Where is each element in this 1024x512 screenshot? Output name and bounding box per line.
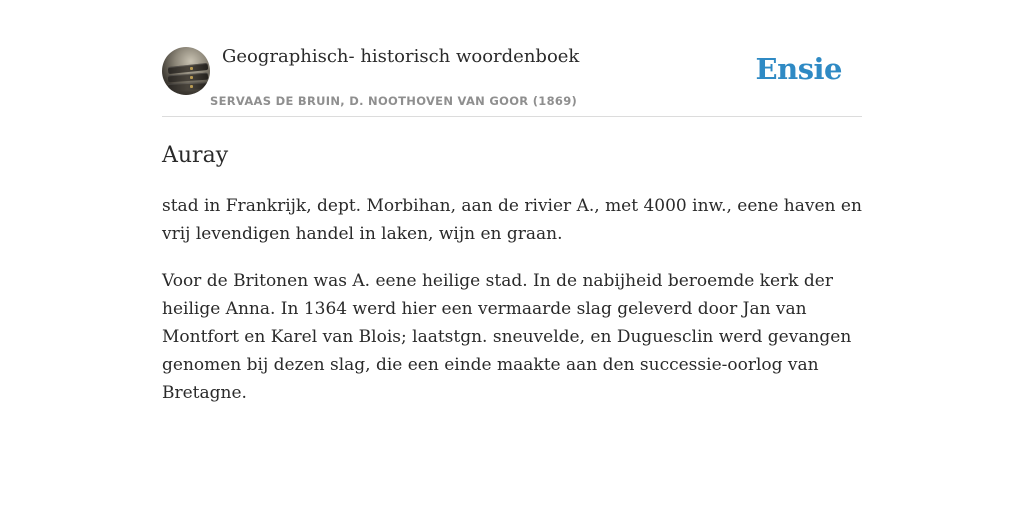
book-author: SERVAAS DE BRUIN, D. NOOTHOVEN VAN GOOR (1869) — [210, 94, 578, 108]
entry-paragraph-2: Voor de Britonen was A. eene heilige stad. In de nabijheid beroemde kerk der heilige Anna. In 1364 werd hier een vermaarde slag geleverd door Jan van Montfort en Karel van Blois; laatstgn. sneuvelde, en Duguesclin werd gevangen genomen bij dezen slag, die een einde maakte aan den successie-oorlog van Bretagne. — [162, 271, 852, 403]
book-title-link[interactable]: Geographisch- historisch woordenboek — [222, 46, 580, 67]
ensie-logo[interactable]: Ensie — [755, 52, 842, 86]
gilt-mark-icon — [190, 76, 193, 79]
entry-paragraph-1: stad in Frankrijk, dept. Morbihan, aan de rivier A., met 4000 inw., eene haven en vrij levendigen handel in laken, wijn en graan. — [162, 196, 862, 244]
gilt-mark-icon — [190, 85, 193, 88]
entry-title: Auray — [162, 143, 229, 168]
book-spine-icon — [168, 73, 208, 83]
gilt-mark-icon — [190, 67, 193, 70]
header — [162, 0, 862, 117]
book-spine-icon — [168, 82, 208, 90]
page — [162, 0, 862, 407]
book-cover-avatar[interactable] — [162, 47, 210, 95]
